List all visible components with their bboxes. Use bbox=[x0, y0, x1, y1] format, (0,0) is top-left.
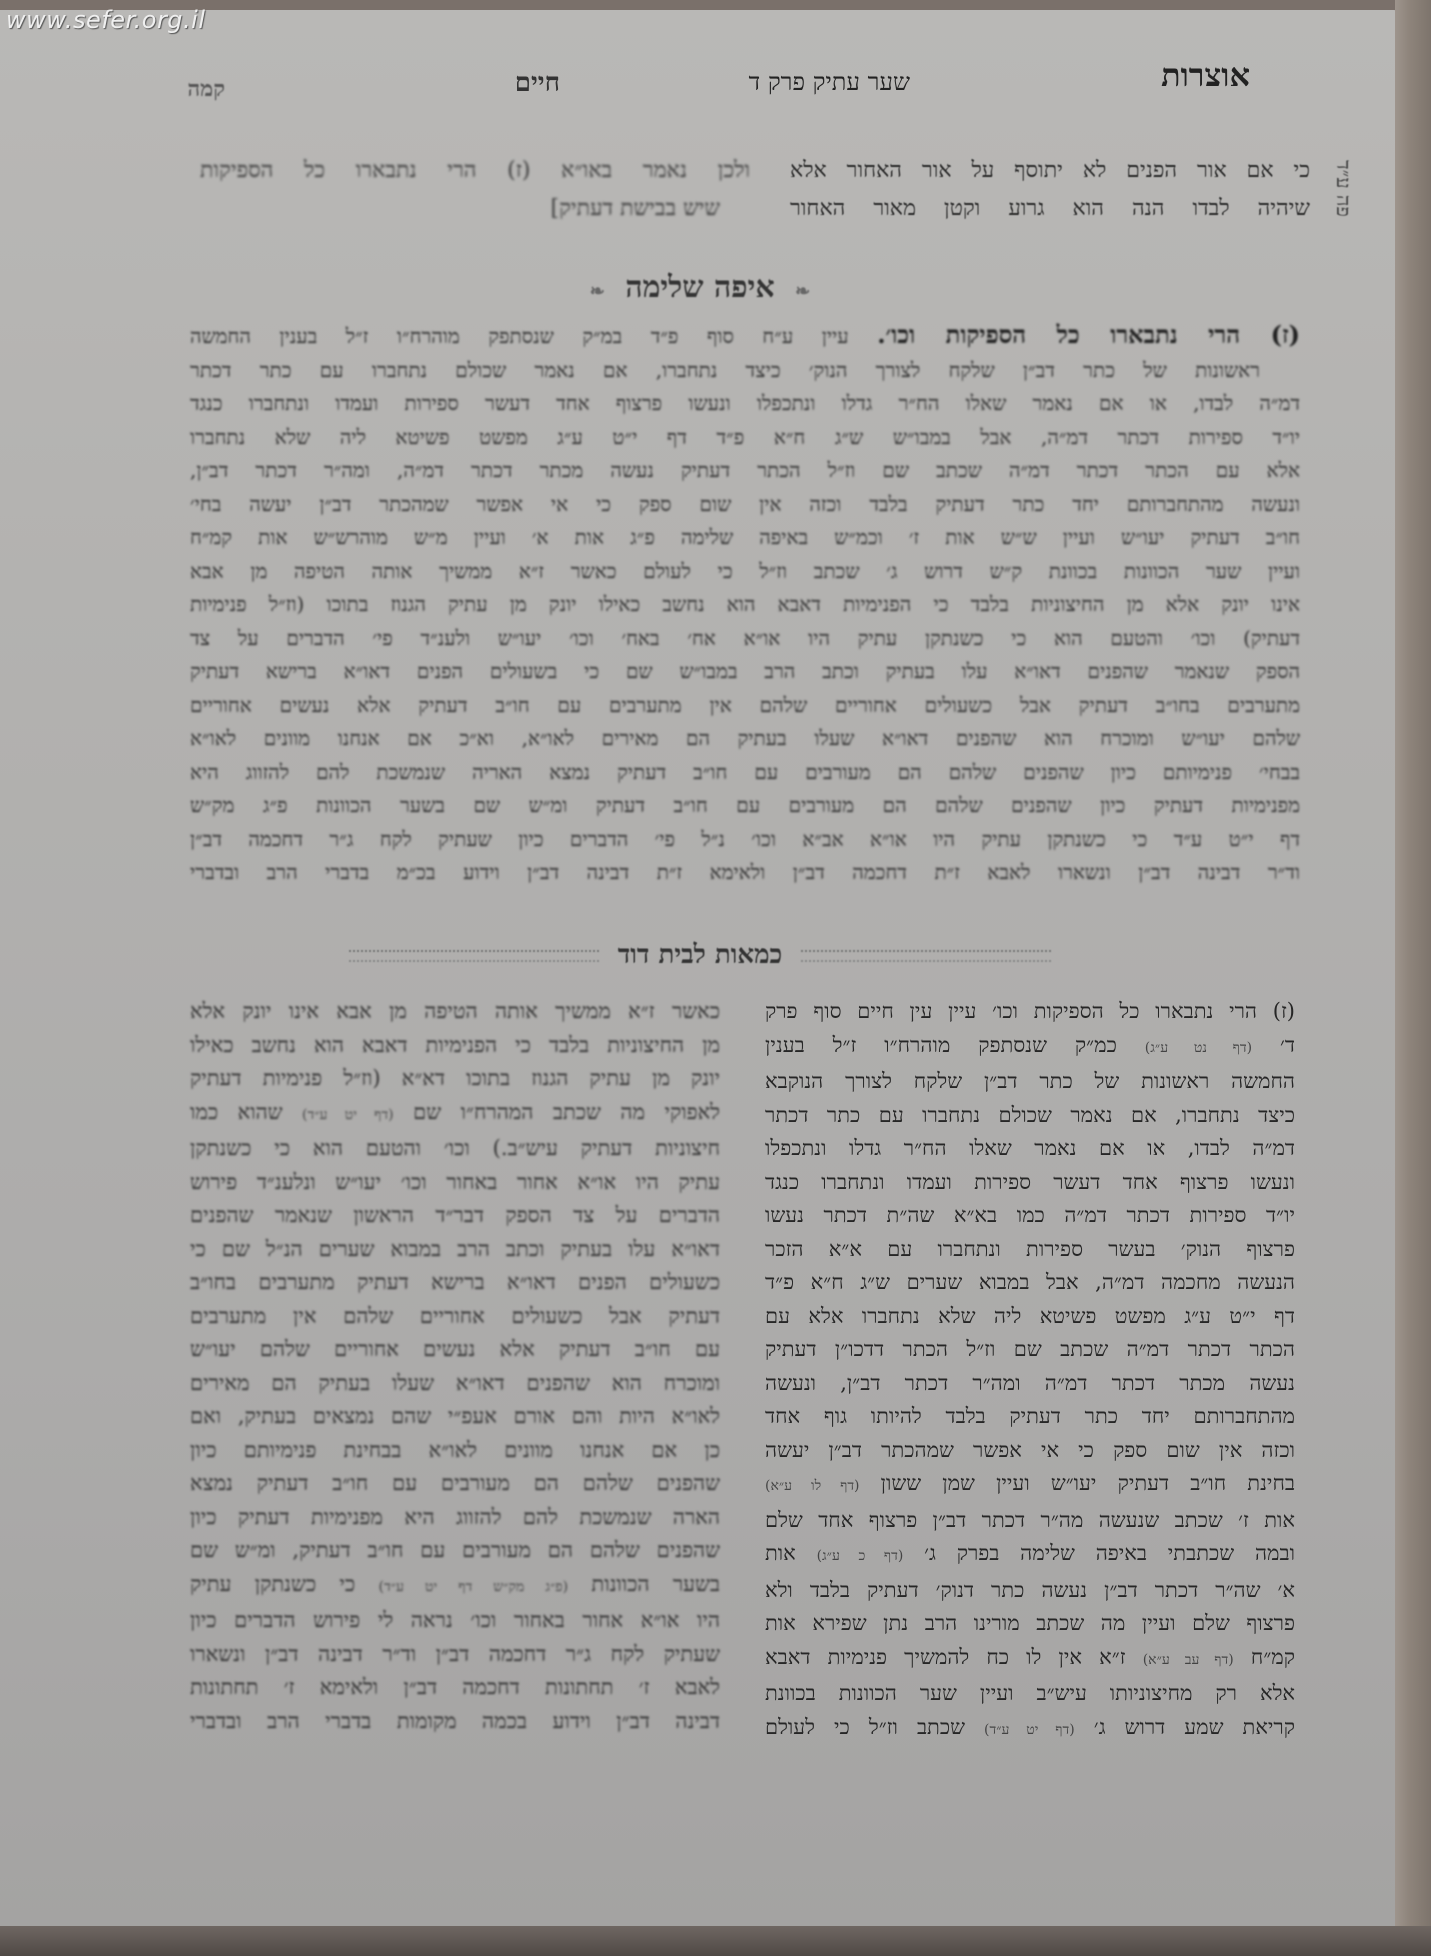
text-span: פרצוף הנוק׳ בעשר ספירות ונתחברו עם א״א הזכר bbox=[765, 1236, 1295, 1261]
text-span: מהתחברותם יחד כתר דעתיק בלבד להיותו גוף אחד bbox=[765, 1404, 1295, 1428]
commentary-eifa-shleima bbox=[190, 318, 1300, 890]
text-line: דעתיק) וכו׳ והטעם הוא כי כשנתקן עתיק היו או״א אח׳ באח׳ וכו׳ יעו״ש ולענ״ד פי׳ הדברים על צד bbox=[190, 625, 1300, 650]
column-right bbox=[765, 995, 1295, 1747]
header-subtitle: חיים bbox=[514, 68, 560, 98]
text-line: ראשונות של כתר דב״ן שלקח לצורך הנוק׳ כיצד נתחברו, אם נאמר שכולם נתחברו עם כתר דכתר bbox=[190, 357, 1260, 382]
text-span: דעתיק אבל כשעולים אחוריים שלהם אין מתערבים bbox=[190, 1303, 720, 1328]
text-line bbox=[190, 1096, 720, 1133]
text-line bbox=[765, 1367, 1295, 1401]
text-span: ד׳ bbox=[1252, 1032, 1295, 1057]
text-line bbox=[190, 1166, 720, 1200]
text-span: דף י״ט ע״ג מפשט פשיטא ליה שלא נתחברו אלא עם bbox=[765, 1303, 1295, 1328]
text-span: אות bbox=[765, 1541, 817, 1565]
text-line bbox=[765, 1574, 1295, 1608]
text-line: ועיין שער הכוונות בכוונת ק״ש דרוש ג׳ שכתב וז״ל כי לעולם כאשר ז״א ממשיך אותה הטיפה מן אבא bbox=[190, 558, 1300, 583]
text-line bbox=[765, 1099, 1295, 1133]
text-span: כאשר ז״א ממשיך אותה הטיפה מן אבא אינו יונק אלא bbox=[190, 999, 720, 1023]
text-span: אות ז׳ שכתב שנעשה מה״ר דכתר דב״ן פרצוף אחד שלם bbox=[765, 1507, 1295, 1532]
text-line bbox=[765, 1266, 1295, 1300]
text-line: שלהם יעו״ש ומוכרח הוא שהפנים דאו״א שעלו בעתיק הם מאירים לאו״א, וא״כ אם אנחנו מוונים לאו״א bbox=[190, 726, 1300, 750]
ornament-icon: ❧ bbox=[795, 281, 811, 302]
text-line bbox=[190, 1671, 720, 1705]
text-line: בבחי׳ פנימיותם כיון שהפנים שלהם הם מעורבים עם חו״ב דעתיק נמצא האריה שנמשכת להם להזווג היא bbox=[190, 759, 1300, 784]
commentary-lead: (ז) הרי נתבארו כל הספיקות וכו׳. bbox=[877, 320, 1300, 349]
text-span: עיין ע״ח סוף פ״ד במ״ק שנסתפק מוהרח״ו ז״ל בענין החמשה bbox=[190, 324, 849, 348]
text-span: כמ״ק שנסתפק מוהרח״ו ז״ל בענין bbox=[765, 1032, 1145, 1057]
text-span: הדברים על צד הספק דבר״ד הראשון שנאמר שהפנים bbox=[190, 1203, 720, 1227]
margin-reference: פה ע״ד bbox=[1332, 160, 1356, 217]
text-span: לאו״א היות והם אורם אעפ״י שהם נמצאים בעתיק, ואם bbox=[190, 1404, 720, 1428]
text-line: אלא עם הכתר דכתר דמ״ה שכתב שם וז״ל הכתר דעתיק נעשה מכתר דכתר דמ״ה, ומה״ר דכתר דב״ן, bbox=[190, 458, 1300, 482]
text-line bbox=[765, 1300, 1295, 1334]
text-line: שיהיה לבדו הנה הוא גרוע וקטן מאור האחור bbox=[790, 196, 1310, 221]
text-line: כי אם אור הפנים לא יתוסף על אור האחור אלא bbox=[790, 158, 1310, 183]
text-span: דבינה דב״ן וידוע בכמה מקומות בדברי הרב ובדברי bbox=[190, 1708, 720, 1733]
text-line bbox=[765, 1132, 1295, 1166]
text-span: כשעולים הפנים דאו״א ברישא דעתיק מתערבים בחו״ב bbox=[190, 1270, 720, 1294]
page-reference: (דף עב ע״א) bbox=[1142, 1651, 1234, 1668]
text-span: הכתר דכתר דמ״ה שכתב שם וז״ל הכתר דדכו״ן דעתיק bbox=[765, 1337, 1295, 1361]
text-span: לאבא ז׳ תחתונות דחכמה דב״ן ולאימא ז׳ תחתונות bbox=[190, 1675, 720, 1699]
text-span: חיצוניות דעתיק עיש״ב.) וכו׳ והטעם הוא כי כשנתקן bbox=[190, 1136, 720, 1160]
text-line bbox=[765, 1199, 1295, 1233]
text-line bbox=[190, 1604, 720, 1638]
text-line bbox=[765, 1434, 1295, 1468]
text-line bbox=[765, 1677, 1295, 1711]
text-line bbox=[190, 1029, 720, 1063]
text-line: ונעשה מהתחברותם יחד כתר דעתיק בלבד וכזה אין שום ספק כי אי אפשר שמהכתר דב״ן יעשה בחי׳ bbox=[190, 491, 1300, 516]
text-line bbox=[765, 995, 1295, 1029]
section-title-text: איפה שלימה bbox=[625, 270, 775, 305]
ornament-icon: ❧ bbox=[589, 281, 605, 302]
text-line bbox=[190, 1132, 720, 1166]
text-line bbox=[190, 1467, 720, 1501]
text-line bbox=[190, 1062, 720, 1096]
text-span: שכתב וז״ל כי לעולם bbox=[765, 1714, 985, 1739]
text-line: יו״ד ספירות דכתר דמ״ה, אבל במבו״ש ש״ג ח״א פ״ד דף י״ט ע״ג מפשט פשיטא ליה שלא נתחברו bbox=[190, 424, 1300, 449]
bottom-shadow bbox=[0, 1926, 1431, 1956]
text-span: שהוא כמו bbox=[190, 1099, 303, 1124]
text-span: קמ״ח bbox=[1233, 1644, 1295, 1669]
text-span: כן אם אנחנו מוונים לאו״א בבחינת פנימיותם כיון bbox=[190, 1437, 720, 1462]
text-span: שהפנים שלהם הם מעורבים עם חו״ב דעתיק נמצא bbox=[190, 1471, 720, 1495]
text-line: מפנימיות דעתיק כיון שהפנים שלהם הם מעורבים עם חו״ב דעתיק ומ״ש שם בשער הכוונות פ״ג מק״ש bbox=[190, 793, 1300, 817]
two-column-commentary bbox=[190, 995, 1295, 1795]
text-line bbox=[190, 1534, 720, 1568]
section-title-kemaot-lebeit-david bbox=[0, 940, 1400, 970]
text-span: בחינת חו״ב דעתיק יעו״ש ועיין שמן ששון bbox=[859, 1471, 1295, 1495]
text-line: אינו יונק אלא מן החיצוניות בלבד כי הפנימיות דאבא הוא נחשב כאילו יונק מן עתיק הגנוז בתוכו (וז״ל פנימיות bbox=[190, 592, 1300, 616]
text-span: ובמה שכתבתי באיפה שלימה בפרק ג׳ bbox=[903, 1541, 1295, 1565]
text-line bbox=[190, 995, 720, 1029]
text-line bbox=[190, 1199, 720, 1233]
text-line bbox=[190, 1367, 720, 1401]
text-span: א׳ שה״ר דכתר דב״ן נעשה כתר דנוק׳ דעתיק בלבד ולא bbox=[765, 1577, 1295, 1602]
text-line bbox=[765, 1333, 1295, 1367]
column-left bbox=[190, 995, 720, 1738]
page-number: קמה bbox=[187, 76, 225, 102]
text-line: חו״ב דעתיק יעו״ש ועיין ש״ש אות ז׳ וכמ״ש באיפה שלימה פ״ג אות א׳ ועיין מ״ש מוהרש״ש אות קמ״ח bbox=[190, 525, 1300, 549]
text-span: יו״ד ספירות דכתר דמ״ה כמו בא״א שה״ת דכתר נעשו bbox=[765, 1203, 1295, 1227]
text-line bbox=[765, 1537, 1295, 1574]
text-line: וד״ר דבינה דב״ן ונשארו לאבא ז״ת דחכמה דב״ן ולאימא ז״ת דבינה דב״ן וידוע בכ״מ בדברי הרב ובדברי bbox=[190, 860, 1300, 884]
text-line bbox=[190, 1434, 720, 1468]
text-span: יונק מן עתיק הגנוז בתוכו דא״א (וז״ל פנימיות דעתיק bbox=[190, 1066, 720, 1090]
page-reference: (דף כ ע״ג) bbox=[816, 1548, 904, 1564]
text-span: לאפוקי מה שכתב המהרח״ו שם bbox=[393, 1099, 720, 1124]
text-line: דף י״ט ע״ד כי כשנתקן עתיק היו או״א אב״א וכו׳ נ״ל פי׳ הדברים כיון שעתיק לקח ג״ר דחכמה דב״ן bbox=[190, 826, 1300, 851]
text-line bbox=[765, 1233, 1295, 1267]
page-reference: (דף יט ע״ד) bbox=[984, 1721, 1075, 1738]
text-line bbox=[765, 1400, 1295, 1434]
swash-ornament bbox=[801, 950, 1051, 962]
text-span: מן החיצוניות בלבד כי הפנימיות דאבא הוא נחשב כאילו bbox=[190, 1032, 720, 1057]
text-line bbox=[190, 1300, 720, 1334]
text-line bbox=[190, 1501, 720, 1535]
text-line bbox=[190, 1333, 720, 1367]
text-span: ונעשו פרצוף אחד דעשר ספירות ועמדו ונתחברו כנגד bbox=[765, 1169, 1295, 1194]
text-span: ז״א אין לו כח להמשיך פנימיות דאבא bbox=[765, 1644, 1143, 1669]
text-span: עם חו״ב דעתיק אלא נעשים אחוריים שלהם יעו״ש bbox=[190, 1337, 720, 1361]
text-line bbox=[765, 1711, 1295, 1748]
text-line bbox=[765, 1467, 1295, 1504]
text-span: דאו״א עלו בעתיק וכתב הרב במבוא שערים הנ״ל שם כי bbox=[190, 1236, 720, 1261]
page-edge bbox=[1395, 0, 1431, 1956]
section-title-text: כמאות לבית דוד bbox=[617, 940, 783, 970]
text-line bbox=[765, 1504, 1295, 1538]
page-reference: (פ״ג מק״ש דף יט ע״ד) bbox=[378, 1578, 569, 1595]
text-line: שיש בבישת דעתיק] bbox=[550, 196, 720, 221]
watermark: www.sefer.org.il bbox=[6, 6, 206, 34]
text-line bbox=[190, 318, 1300, 354]
running-header bbox=[180, 56, 1270, 112]
text-span: כיצד נתחברו, אם נאמר שכולם נתחברו עם כתר דכתר bbox=[765, 1102, 1295, 1127]
text-line bbox=[765, 1641, 1295, 1678]
text-line: ולכן נאמר באו״א (ז) הרי נתבארו כל הספיקות bbox=[200, 158, 750, 183]
text-line: הספק שנאמר שהפנים דאו״א עלו בעתיק וכתב הרב במבו״ש שם כי בשעולים הפנים דאו״א ברישא דעתיק bbox=[190, 659, 1300, 683]
text-span: דמ״ה לבדו, או אם נאמר שאלו הח״ר גדלו ונתכפלו bbox=[765, 1136, 1295, 1160]
text-span: אלא רק מחיצוניותו עיש״ב ועיין שער הכוונות בכוונת bbox=[765, 1681, 1295, 1705]
text-span: (ז) הרי נתבארו כל הספיקות וכו׳ עיין עין חיים סוף פרק bbox=[765, 999, 1295, 1023]
text-span: קריאת שמע דרוש ג׳ bbox=[1074, 1714, 1295, 1739]
text-line bbox=[765, 1065, 1295, 1099]
text-span: הנעשה מחכמה דמ״ה, אבל במבוא שערים ש״ג ח״א פ״ד bbox=[765, 1270, 1295, 1294]
text-line bbox=[190, 1233, 720, 1267]
text-span: היו או״א אחור באחור וכו׳ נראה לי פירוש הדברים כיון bbox=[190, 1608, 720, 1632]
chapter-title: שער עתיק פרק ד bbox=[748, 68, 910, 96]
text-line bbox=[190, 1705, 720, 1739]
text-line bbox=[190, 1266, 720, 1300]
text-span: הארה שנמשכת להם להזווג היא מפנימיות דעתיק כיון bbox=[190, 1504, 720, 1529]
text-line bbox=[765, 1607, 1295, 1641]
section-title-eifa-shleima bbox=[0, 270, 1400, 305]
text-line bbox=[190, 1638, 720, 1672]
text-span: כי כשנתקן עתיק bbox=[190, 1571, 379, 1596]
text-line bbox=[190, 1400, 720, 1434]
text-line bbox=[765, 1166, 1295, 1200]
text-span: ומוכרח הוא שהפנים דאו״א שעלו בעתיק הם מאירים bbox=[190, 1370, 720, 1395]
page-reference: (דף נט ע״ג) bbox=[1144, 1039, 1253, 1056]
text-line bbox=[190, 1568, 720, 1605]
text-span: פרצוף שלם ועיין מה שכתב מורינו הרב נתן שפירא אות bbox=[765, 1611, 1295, 1635]
page-reference: (דף לו ע״א) bbox=[765, 1478, 860, 1494]
text-span: וכזה אין שום ספק כי אי אפשר שמהכתר דב״ן יעשה bbox=[765, 1437, 1295, 1462]
main-text-right bbox=[790, 152, 1310, 228]
swash-ornament bbox=[349, 950, 599, 962]
text-span: החמשה ראשונות של כתר דב״ן שלקח לצורך הנוקבא bbox=[765, 1069, 1295, 1093]
text-span: בשער הכוונות bbox=[568, 1571, 720, 1596]
text-line: דמ״ה לבדו, או אם נאמר שאלו הח״ר גדלו ונתכפלו ונעשו פרצוף אחד דעשר ספירות ועמדו ונתחברו כנגד bbox=[190, 391, 1300, 415]
main-text-left bbox=[200, 152, 750, 228]
text-line bbox=[765, 1029, 1295, 1066]
text-span: שהפנים שלהם הם מעורבים עם חו״ב דעתיק, ומ״ש שם bbox=[190, 1538, 720, 1562]
text-span: נעשה מכתר דכתר דמ״ה ומה״ר דכתר דב״ן, ונעשה bbox=[765, 1370, 1295, 1395]
page-reference: (דף יט ע״ד) bbox=[302, 1106, 394, 1123]
text-span: עתיק היו או״א אחור באחור וכו׳ יעו״ש ונלענ״ד פירוש bbox=[190, 1169, 720, 1194]
text-line: מתערבים בחו״ב דעתיק אבל כשעולים אחוריים שלהם אין מתערבים עם חו״ב דעתיק אלא נעשים אחוריים bbox=[190, 692, 1300, 717]
text-span: שעתיק לקח ג״ר דחכמה דב״ן וד״ר דבינה דב״ן ונשארו bbox=[190, 1641, 720, 1666]
book-title: אוצרות bbox=[1161, 56, 1250, 94]
